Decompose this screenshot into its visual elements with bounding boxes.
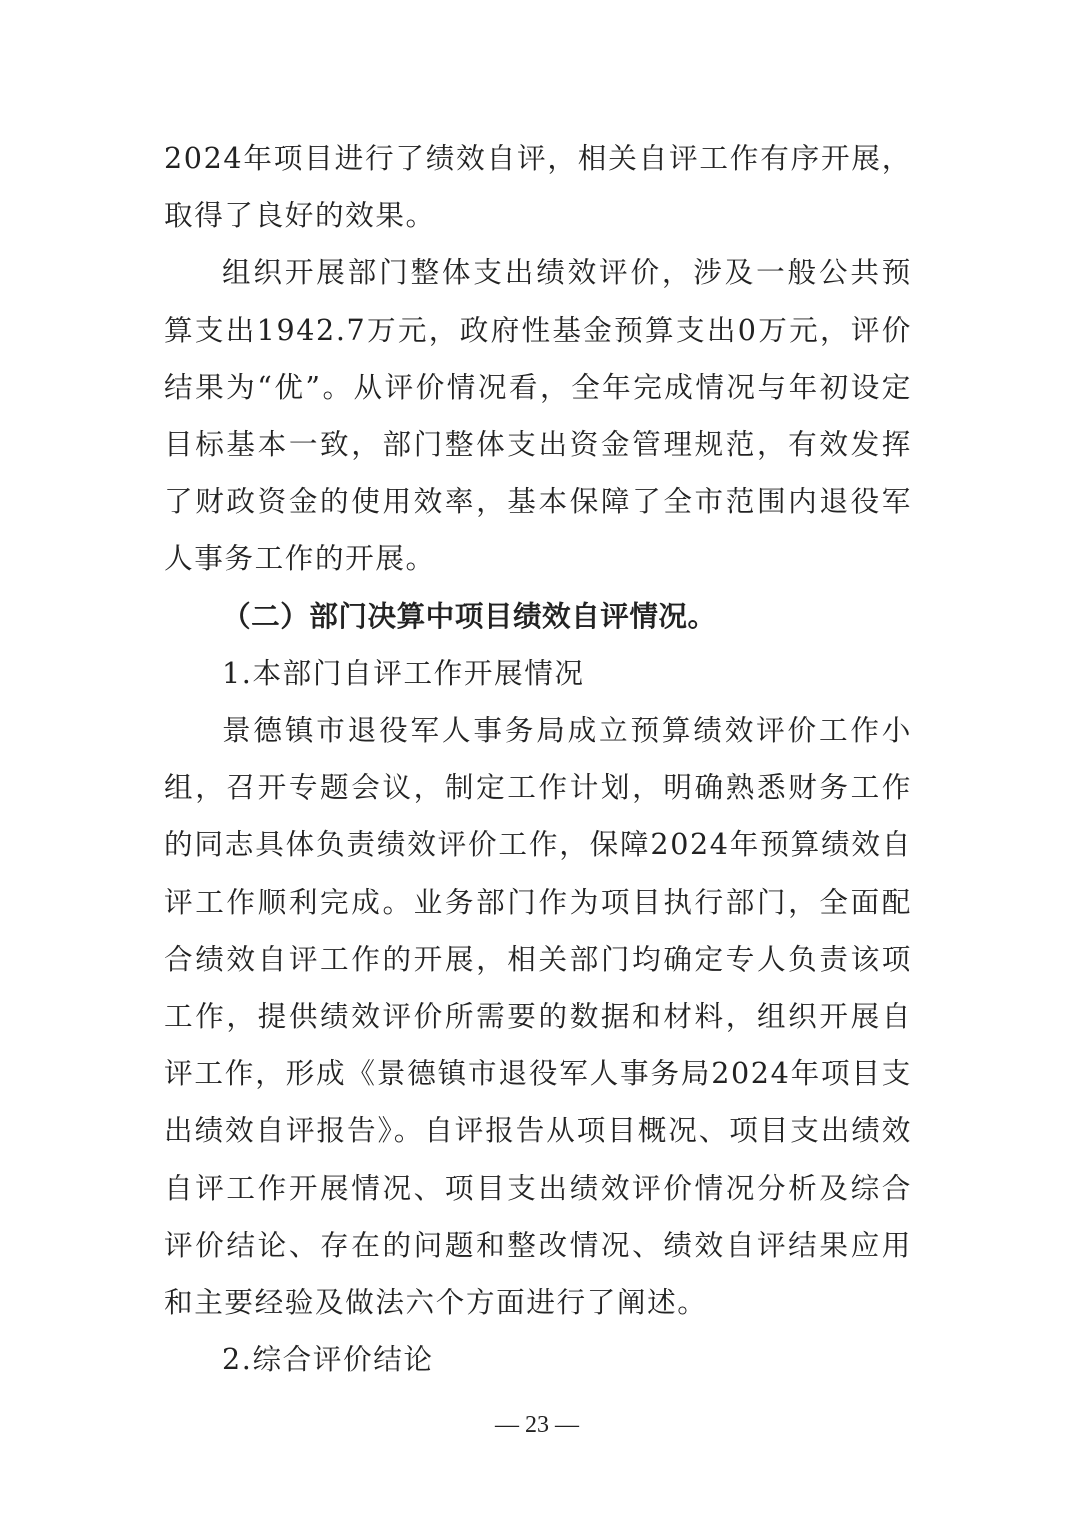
subheading-comprehensive-conclusion: 2.综合评价结论	[222, 1342, 434, 1377]
document-body	[164, 130, 912, 1388]
subheading-self-evaluation-work: 1.本部门自评工作开展情况	[222, 655, 585, 690]
paragraph-self-evaluation-work: 景德镇市退役军人事务局成立预算绩效评价工作小组，召开专题会议，制定工作计划，明确熟悉财务工作的同志具体负责绩效评价工作，保障2024年预算绩效自评工作顺利完成。业务部门作为项目执行部门，全面配合绩效自评工作的开展，相关部门均确定专人负责该项工作，提供绩效评价所需要的数据和材料，组织开展自评工作，形成《景德镇市退役军人事务局2024年项目支出绩效自评报告》。自评报告从项目概况、项目支出绩效自评工作开展情况、项目支出绩效评价情况分析及综合评价结论、存在的问题和整改情况、绩效自评结果应用和主要经验及做法六个方面进行了阐述。	[164, 713, 912, 1320]
section-heading-project-self-evaluation: （二）部门决算中项目绩效自评情况。	[222, 598, 717, 633]
page-number: — 23 —	[495, 1412, 579, 1438]
paragraph-overall-evaluation: 组织开展部门整体支出绩效评价，涉及一般公共预算支出1942.7万元，政府性基金预算支出0万元，评价结果为“优”。从评价情况看，全年完成情况与年初设定目标基本一致，部门整体支出资金管理规范，有效发挥了财政资金的使用效率，基本保障了全市范围内退役军人事务工作的开展。	[164, 255, 912, 576]
paragraph-continuation: 2024年项目进行了绩效自评，相关自评工作有序开展，取得了良好的效果。	[164, 141, 912, 233]
